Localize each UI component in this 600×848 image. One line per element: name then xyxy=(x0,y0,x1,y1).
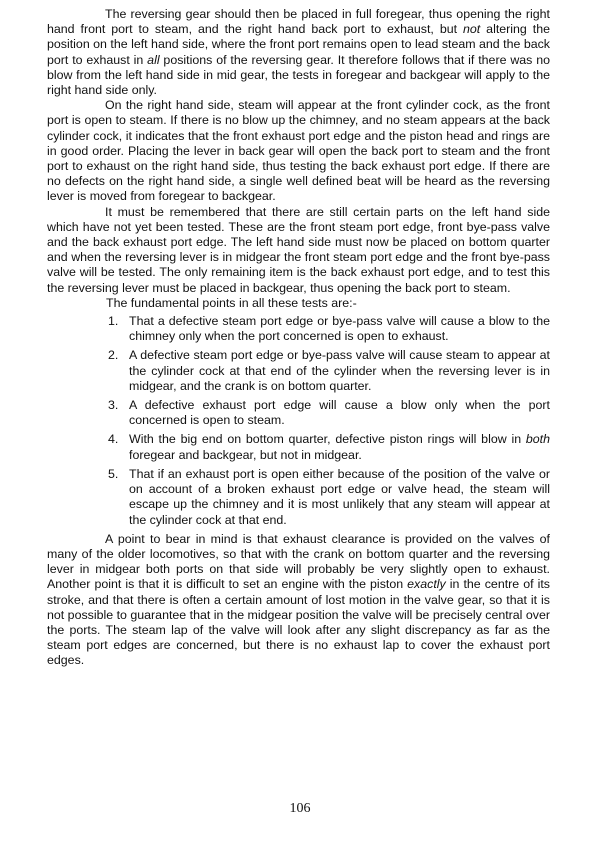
list-item-text: That if an exhaust port is open either because of the position of the valve or on account of a broken exhaust port edge or valve head, the steam will escape up the chimney and it is most unlikely that any steam will appear at the cylinder cock at that end. xyxy=(129,466,550,527)
paragraph: The reversing gear should then be placed in full foregear, thus opening the right hand front port to steam, and the right hand back port to exhaust, but not altering the position on the left hand side, where the front port remains open to lead steam and the back port to exhaust in all positions of the reversing gear. It therefore follows that if there was no blow from the left hand side in mid gear, the tests in foregear and backgear will apply to the right hand side only. xyxy=(47,7,550,98)
list-number: 1. xyxy=(108,314,119,329)
list-item-text: That a defective steam port edge or bye-pass valve will cause a blow to the chimney only when the port concerned is open to exhaust. xyxy=(129,314,550,344)
list-item-text: With the big end on bottom quarter, defective piston rings will blow in both foregear and backgear, but not in midgear. xyxy=(129,432,550,462)
emphasis: exactly xyxy=(407,577,446,592)
paragraph: It must be remembered that there are still certain parts on the left hand side which have not yet been tested. These are the front steam port edge, front bye-pass valve and the back exhaust port edge. The left hand side must now be placed on bottom quarter and when the reversing lever is in midgear the front steam port edge and the front bye-pass valve will be tested. The only remaining item is the back exhaust port edge, and to test this the reversing lever must be placed in backgear, thus opening the back port to steam. xyxy=(47,204,550,295)
page-number: 106 xyxy=(289,801,311,816)
list-number: 3. xyxy=(108,398,119,413)
list-number: 4. xyxy=(108,432,119,447)
points-intro: The fundamental points in all these tests are:- xyxy=(106,295,357,310)
list-item xyxy=(108,348,550,394)
list-item xyxy=(108,432,550,462)
emphasis: both xyxy=(525,432,550,447)
paragraph: On the right hand side, steam will appear at the front cylinder cock, as the front port is open to steam. If there is no blow up the chimney, and no steam appears at the back cylinder cock, it indicates that the front exhaust port edge and the piston head and rings are in good order. Placing the lever in back gear will open the back port to steam and the front port to exhaust on the right hand side, thus testing the back exhaust port edge. If there are no defects on the right hand side, a single well defined beat will be heard as the reversing lever is moved from foregear to backgear. xyxy=(47,98,550,204)
list-number: 2. xyxy=(108,348,119,363)
list-item xyxy=(108,314,550,344)
list-number: 5. xyxy=(108,466,119,481)
list-item xyxy=(108,466,550,528)
emphasis: not xyxy=(463,22,481,37)
body-text xyxy=(47,7,550,669)
list-item-text: A defective exhaust port edge will cause a blow only when the port concerned is open to steam. xyxy=(129,398,550,428)
list-item xyxy=(108,398,550,428)
list-item-text: A defective steam port edge or bye-pass valve will cause steam to appear at the cylinder cock at that end of the cylinder when the reversing lever is in midgear, and the crank is on bottom quarter. xyxy=(129,348,550,393)
closing-paragraph: A point to bear in mind is that exhaust clearance is provided on the valves of many of the older locomotives, so that with the crank on bottom quarter and the reversing lever in midgear both ports on that side will probably be very slightly open to exhaust. Another point is that it is difficult to set an engine with the piston exactly in the centre of its stroke, and that there is often a certain amount of lost motion in the valve gear, so that it is not possible to guarantee that in the midgear position the valve will be precisely central over the ports. The steam lap of the valve will look after any slight discrepancy as far as the steam port edges are concerned, but there is no exhaust lap to cover the exhaust port edges. xyxy=(47,531,550,668)
fundamental-points-list xyxy=(47,314,550,528)
emphasis: all xyxy=(147,52,160,67)
